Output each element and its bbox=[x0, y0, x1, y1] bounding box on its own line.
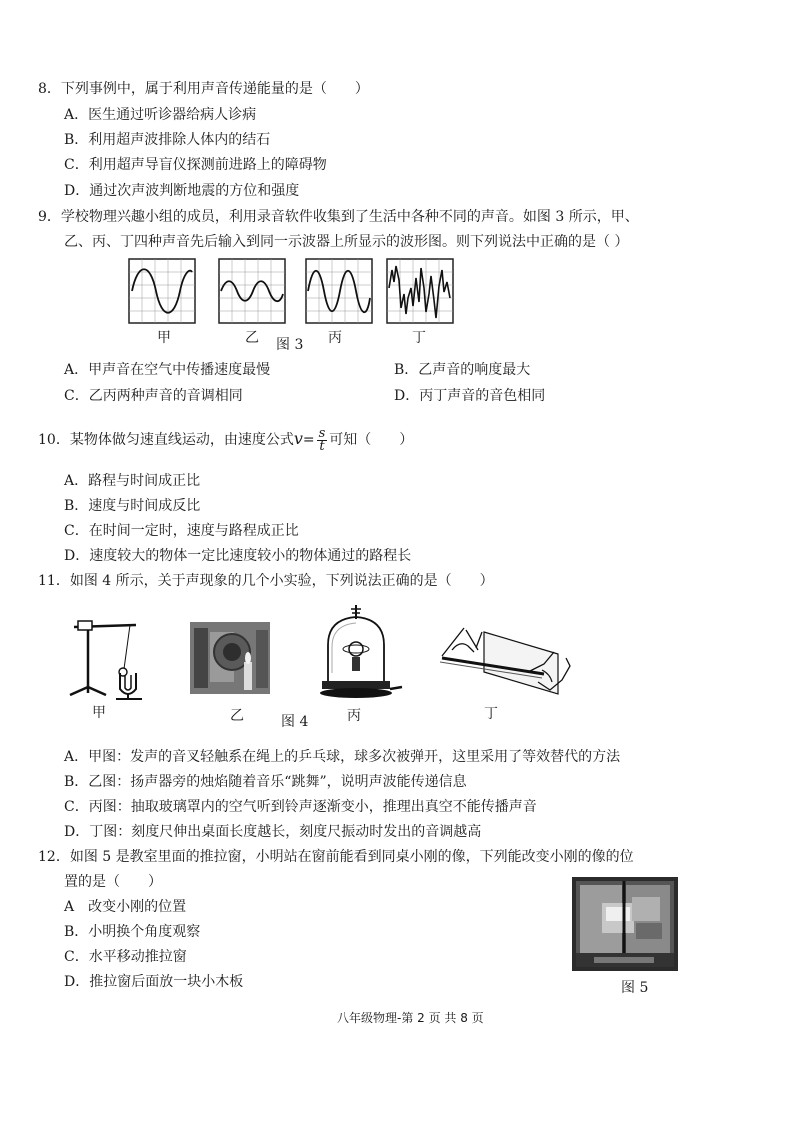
q11-option-c: C．丙图：抽取玻璃罩内的空气听到铃声逐渐变小，推理出真空不能传播声音 bbox=[64, 799, 537, 815]
q11-stem: 11．如图 4 所示，关于声现象的几个小实验，下列说法正确的是（ ） bbox=[38, 573, 494, 589]
q12-stem-line2: 置的是（ ） bbox=[64, 874, 162, 890]
fig4-ruler-vibration bbox=[438, 622, 574, 696]
q10-stem-post: 可知（ ） bbox=[329, 432, 414, 448]
q12-option-a: A 改变小刚的位置 bbox=[64, 899, 187, 915]
q12-option-b: B．小明换个角度观察 bbox=[64, 924, 201, 940]
q10-option-b: B．速度与时间成反比 bbox=[64, 498, 201, 514]
waveform-jia bbox=[128, 258, 196, 324]
fig3-label-jia: 甲 bbox=[157, 330, 171, 346]
q10-option-c: C．在时间一定时，速度与路程成正比 bbox=[64, 523, 299, 539]
formula-eq: = bbox=[302, 432, 315, 448]
formula-denominator: t bbox=[319, 438, 325, 454]
q12-option-d: D．推拉窗后面放一块小木板 bbox=[64, 974, 244, 990]
fig4-label-bing: 丙 bbox=[347, 708, 361, 724]
q10-option-a: A．路程与时间成正比 bbox=[64, 473, 201, 489]
formula-v: v bbox=[293, 429, 303, 448]
q9-option-a: A．甲声音在空气中传播速度最慢 bbox=[64, 362, 271, 378]
q10-option-d: D．速度较大的物体一定比速度较小的物体通过的路程长 bbox=[64, 548, 412, 564]
fig4-caption: 图 4 bbox=[281, 714, 309, 730]
fig4-bell-jar bbox=[318, 603, 404, 701]
fig4-label-yi: 乙 bbox=[230, 708, 244, 724]
formula-numerator: s bbox=[318, 425, 326, 441]
q8-option-a: A．医生通过听诊器给病人诊病 bbox=[64, 107, 257, 123]
q8-option-c: C．利用超声导盲仪探测前进路上的障碍物 bbox=[64, 157, 327, 173]
fig4-tuning-fork-ball bbox=[66, 615, 150, 701]
fig5-window-photo bbox=[572, 877, 678, 971]
q8-option-b: B．利用超声波排除人体内的结石 bbox=[64, 132, 271, 148]
q11-option-b: B．乙图：扬声器旁的烛焰随着音乐“跳舞”，说明声波能传递信息 bbox=[64, 774, 467, 790]
q10-stem bbox=[38, 426, 413, 453]
fig3-label-ding: 丁 bbox=[412, 330, 426, 346]
waveform-yi bbox=[218, 258, 286, 324]
q9-stem-line2: 乙、丙、丁四种声音先后输入到同一示波器上所显示的波形图。则下列说法中正确的是（ ） bbox=[64, 234, 629, 250]
fig3-label-bing: 丙 bbox=[328, 330, 342, 346]
fig4-speaker-candle-photo bbox=[190, 622, 270, 694]
page-footer: 八年级物理-第 2 页 共 8 页 bbox=[337, 1011, 484, 1025]
q9-option-d: D．丙丁声音的音色相同 bbox=[394, 388, 546, 404]
q8-stem: 8．下列事例中，属于利用声音传递能量的是（ ） bbox=[38, 81, 369, 97]
q9-stem-line1: 9．学校物理兴趣小组的成员，利用录音软件收集到了生活中各种不同的声音。如图 3 所示，甲、 bbox=[38, 209, 639, 225]
q11-option-d: D．丁图：刻度尺伸出桌面长度越长，刻度尺振动时发出的音调越高 bbox=[64, 824, 482, 840]
fig4-label-jia: 甲 bbox=[92, 705, 106, 721]
formula-fraction bbox=[317, 425, 328, 454]
q9-option-b: B．乙声音的响度最大 bbox=[394, 362, 531, 378]
fig5-caption: 图 5 bbox=[621, 980, 649, 996]
q12-option-c: C．水平移动推拉窗 bbox=[64, 949, 187, 965]
fig3-label-yi: 乙 bbox=[245, 330, 259, 346]
q9-option-c: C．乙丙两种声音的音调相同 bbox=[64, 388, 243, 404]
waveform-bing bbox=[305, 258, 373, 324]
fig4-label-ding: 丁 bbox=[484, 706, 498, 722]
q12-stem-line1: 12．如图 5 是教室里面的推拉窗，小明站在窗前能看到同桌小刚的像，下列能改变小刚的像的位 bbox=[38, 849, 634, 865]
q10-stem-pre: 10．某物体做匀速直线运动，由速度公式 bbox=[38, 432, 294, 448]
fig3-caption: 图 3 bbox=[276, 337, 304, 353]
waveform-ding bbox=[386, 258, 454, 324]
q11-option-a: A．甲图：发声的音叉轻触系在绳上的乒乓球，球多次被弹开，这里采用了等效替代的方法 bbox=[64, 749, 621, 765]
q8-option-d: D．通过次声波判断地震的方位和强度 bbox=[64, 183, 300, 199]
